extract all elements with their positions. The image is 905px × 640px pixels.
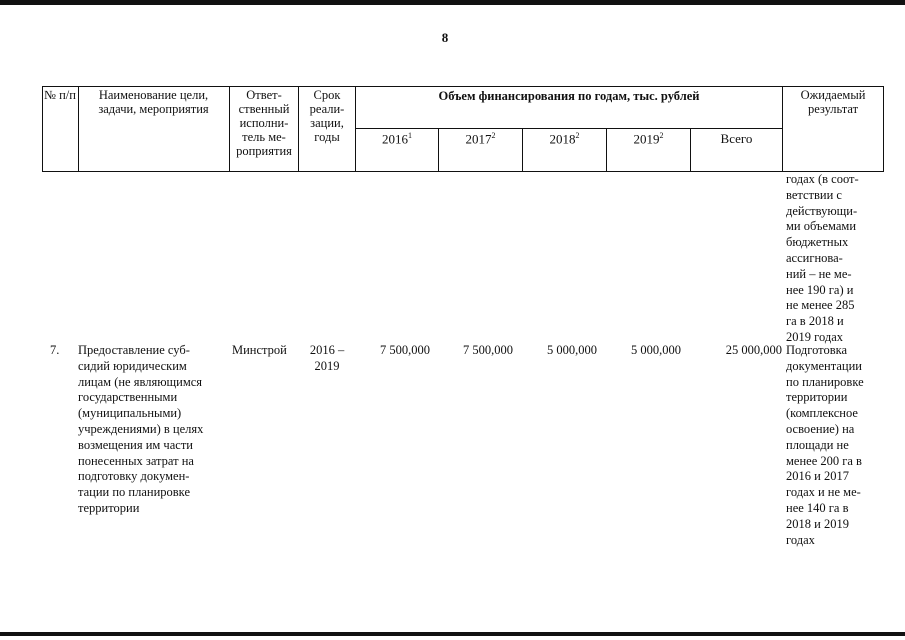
header-year-2019: 2019$^2$ <box>633 131 664 147</box>
header-term: Срок реали-зации, годы <box>309 88 345 144</box>
header-year-2017: 2017$^2$ <box>465 131 496 147</box>
row-amount-2019: 5 000,000 <box>631 343 681 357</box>
header-top-border <box>42 86 883 87</box>
row-amount-total: 25 000,000 <box>725 343 782 357</box>
header-number: № п/п <box>44 88 76 102</box>
table-header <box>0 86 905 172</box>
row-result: Подготовка документации по планировке территории (комплексное освоение) на площади не менее 200 га в 2016 и 2017 годах и не ме- нее 140 га в 2018 и 2019 годах <box>786 343 864 547</box>
top-rule <box>0 0 905 5</box>
row-executor: Минстрой <box>232 343 287 357</box>
row-number: 7. <box>50 343 60 357</box>
row-name: Предоставление суб- сидий юридическим лицам (не являющимся государственными (муниципальными) учреждениями) в целях возмещения им части понесенных затрат на подготовку докумен- тации по планировке территории <box>78 343 204 515</box>
row-amount-2017: 7 500,000 <box>463 343 513 357</box>
header-name: Наименование цели, задачи, мероприятия <box>98 88 209 116</box>
page-number: 8 <box>441 30 449 45</box>
prev-result-text: годах (в соот- ветствии с действующи- ми объемами бюджетных ассигнова- ний – не ме- нее 190 га) и не менее 285 га в 2018 и 2019 годах <box>786 172 859 344</box>
header-bottom-border <box>42 171 883 172</box>
header-year-2016: 2016$^1$ <box>382 131 412 147</box>
row-amount-2018: 5 000,000 <box>547 343 597 357</box>
row-amount-2016: 7 500,000 <box>380 343 430 357</box>
header-year-2018: 2018$^2$ <box>549 131 580 147</box>
header-result: Ожидаемый результат <box>800 88 866 116</box>
row-term: 2016 – 2019 <box>309 343 345 373</box>
finance-subheader-border <box>355 128 782 129</box>
header-executor: Ответ-ственный исполни-тель ме-роприятия <box>236 88 292 158</box>
header-finance: Объем финансирования по годам, тыс. рублей <box>438 89 700 103</box>
bottom-rule <box>0 632 905 636</box>
header-total: Всего <box>720 131 753 146</box>
